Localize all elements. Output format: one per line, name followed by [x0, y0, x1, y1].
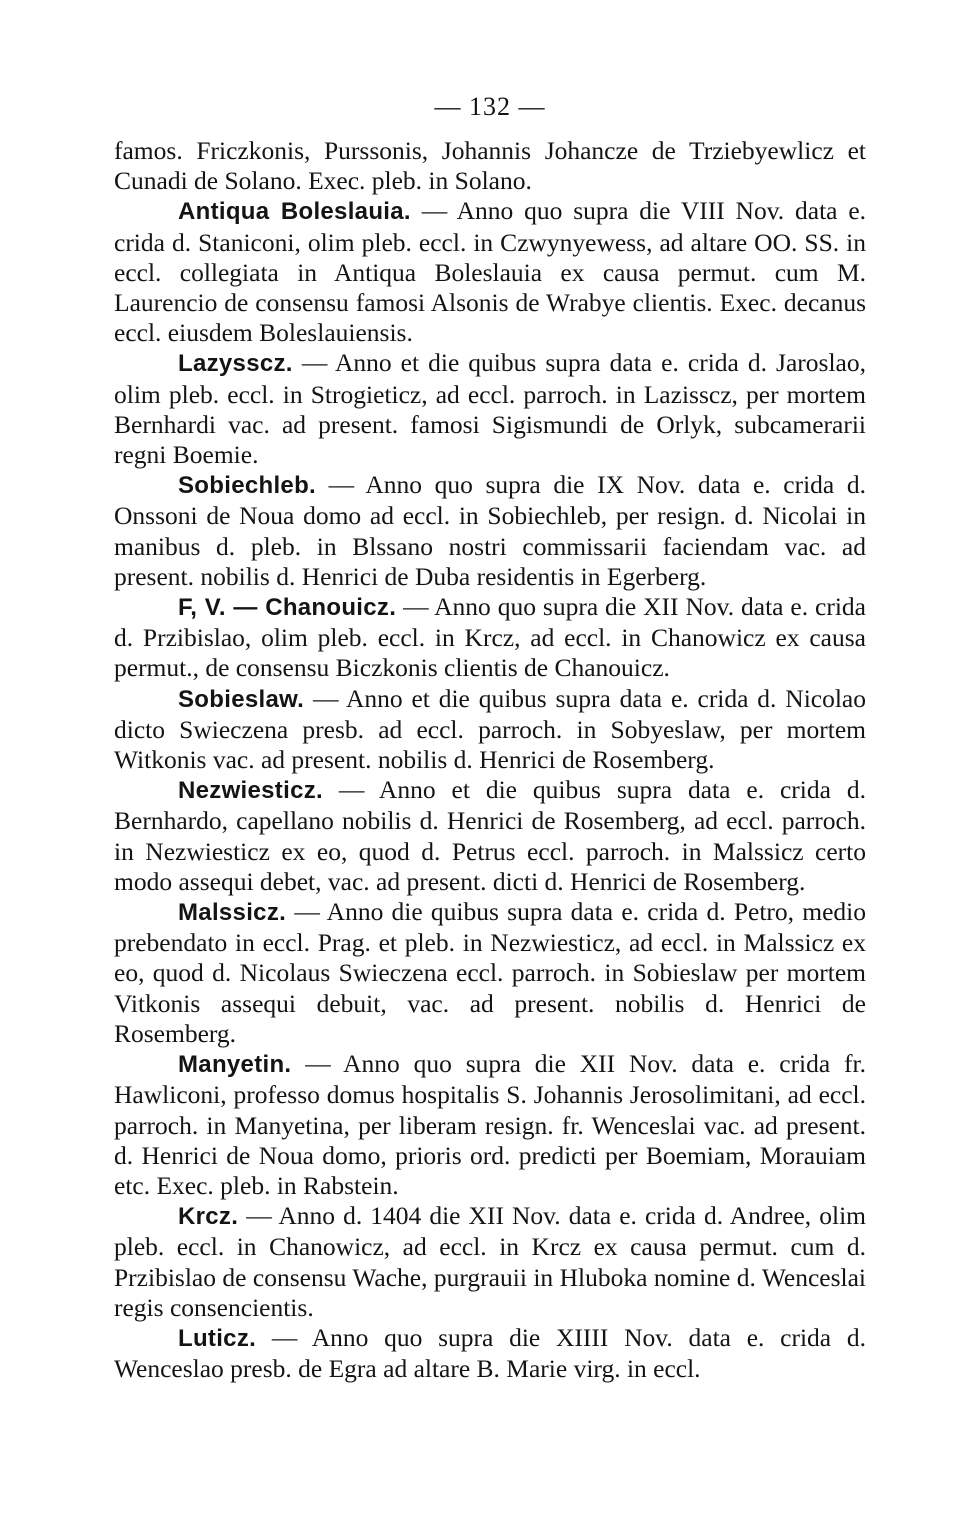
entry-text: — Anno die quibus supra data e. crida d. Petro, medio prebendato in eccl. Prag. et pleb. in Nezwiesticz, ad eccl. in Malssicz ex eo, quod d. Nicolaus Swieczena eccl. parroch. in Sobieslaw per mortem Vitkonis assequi debuit, vac. ad present. nobilis d. Henrici de Rosemberg. [114, 897, 866, 1048]
entry-manyetin [114, 1049, 866, 1201]
page-number: — 132 — [434, 92, 546, 121]
entry-heading: Antiqua Boleslauia. [178, 198, 411, 226]
entry-heading: Sobieslaw. [178, 685, 305, 713]
entry-malssicz [114, 897, 866, 1049]
entry-nezwiesticz [114, 775, 866, 897]
entry-heading: Malssicz. [178, 899, 287, 927]
entry-sobieslaw [114, 684, 866, 776]
entry-heading: Krcz. [178, 1203, 239, 1231]
entry-heading: Nezwiesticz. [178, 777, 323, 805]
entry-krcz [114, 1201, 866, 1323]
entry-heading: Manyetin. [178, 1051, 292, 1079]
entry-text: — Anno et die quibus supra data e. crida d. Nicolao dicto Swieczena presb. ad eccl. parroch. in Sobyeslaw, per mortem Witkonis vac. ad present. nobilis d. Henrici de Rosemberg. [114, 683, 866, 775]
entry-text: — Anno quo supra die XII Nov. data e. crida d. Przibislao, olim pleb. eccl. in Krcz, ad eccl. in Chanowicz ex causa permut., de consensu Biczkonis clientis de Chanouicz. [114, 592, 866, 683]
entry-text: — Anno d. 1404 die XII Nov. data e. crida d. Andree, olim pleb. eccl. in Chanowicz, ad eccl. in Krcz ex causa permut. cum d. Przibislao de consensu Wache, purgrauii in Hluboka nomine d. Wenceslai regis consencientis. [114, 1201, 866, 1322]
entry-text: famos. Friczkonis, Purssonis, Johannis Johancze de Trziebyewlicz et Cunadi de Solano. Exec. pleb. in Solano. [114, 136, 866, 196]
entry-lazysscz [114, 348, 866, 470]
book-page [114, 92, 866, 1384]
entry-chanouicz [114, 592, 866, 684]
entry-antiqua-boleslauia [114, 196, 866, 348]
entry-text: — Anno quo supra die XII Nov. data e. crida fr. Hawliconi, professo domus hospitalis S. Johannis Jerosolimitani, ad eccl. parroch. in Manyetina, per liberam resign. fr. Wenceslai vac. ad present. d. Henrici de Noua domo, prioris ord. predicti per Boemiam, Morauiam etc. Exec. pleb. in Rabstein. [114, 1049, 866, 1200]
entry-heading: Lazyssсz. [178, 350, 293, 378]
entry-luticz [114, 1323, 866, 1384]
entry-text: — Anno quo supra die XIIII Nov. data e. crida d. Wenceslao presb. de Egra ad altare B. Marie virg. in eccl. [114, 1322, 866, 1384]
entry-text: — Anno et die quibus supra data e. crida d. Jaroslao, olim pleb. eccl. in Strogieticz, ad eccl. parroch. in Lazisscz, per mortem Bernhardi vac. ad present. famosi Sigismundi de Orlyk, subcamerarii regni Boemie. [114, 348, 866, 470]
entry-heading: F, V. — Chanouicz. [178, 594, 397, 622]
entry-text: — Anno quo supra die VIII Nov. data e. crida d. Staniconi, olim pleb. eccl. in Czwynyewess, ad altare OO. SS. in eccl. collegiata in Antiqua Boleslauia ex causa permut. cum M. Laurencio de consensu famosi Alsonis de Wrabye clientis. Exec. decanus eccl. eiusdem Boleslauiensis. [114, 196, 867, 348]
entry-continuation [114, 136, 866, 196]
entry-sobiechleb [114, 470, 866, 592]
entry-text: — Anno et die quibus supra data e. crida d. Bernhardo, capellano nobilis d. Henrici de Rosemberg, ad eccl. parroch. in Nezwiesticz ex eo, quod d. Petrus eccl. parroch. in Malssicz certo modo assequi debet, vac. ad present. dicti d. Henrici de Rosemberg. [114, 775, 866, 896]
entry-text: — Anno quo supra die IX Nov. data e. crida d. Onssoni de Noua domo ad eccl. in Sobiechleb, per resign. d. Nicolai in manibus d. pleb. in Blssano nostri commissarii faciendam vac. ad present. nobilis d. Henrici de Duba residentis in Egerberg. [114, 470, 866, 591]
entry-heading: Sobiechleb. [178, 472, 316, 500]
entry-heading: Luticz. [178, 1324, 257, 1352]
